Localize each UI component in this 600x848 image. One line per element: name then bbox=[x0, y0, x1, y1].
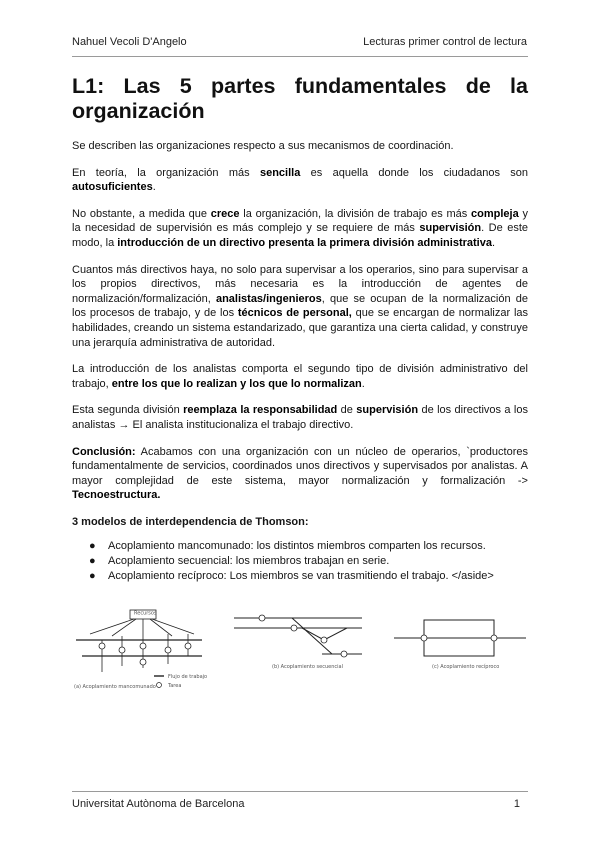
text-run: En teoría, la organización más bbox=[72, 166, 260, 179]
text-run: de bbox=[337, 404, 357, 417]
bullet-icon: ● bbox=[89, 555, 96, 568]
bold-run: reemplaza la responsabilidad bbox=[183, 404, 338, 417]
text-run: . bbox=[361, 377, 365, 390]
footer-institution: Universitat Autònoma de Barcelona bbox=[72, 798, 245, 810]
text-run: de los directivos a los analistas → El analista institucionaliza el trabajo directivo. bbox=[72, 404, 528, 431]
bold-run: supervisión bbox=[356, 404, 419, 417]
list-item-text: Acoplamiento secuencial: los miembros trabajan en serie. bbox=[108, 555, 390, 568]
paragraph-intro: Se describen las organizaciones respecto a sus mecanismos de coordinación. bbox=[72, 140, 454, 152]
list-item-text: Acoplamiento mancomunado: los distintos miembros comparten los recursos. bbox=[108, 540, 486, 553]
paragraph-second-division bbox=[72, 362, 528, 391]
figure-reciprocal-coupling bbox=[390, 606, 530, 696]
bold-run: entre los que lo realizan y los que lo normalizan bbox=[111, 377, 362, 390]
bold-run: introducción de un directivo presenta la primera división administrativa bbox=[117, 236, 492, 249]
bold-run: sencilla bbox=[259, 166, 301, 179]
figure-a-caption: (a) Acoplamiento mancomunado bbox=[74, 684, 156, 690]
text-run: que se encargan de normalizar las habilidades, creando un sistema estandarizado, que garantiza una cierta calidad, y construye una jerarquía administrativa de autoridad. bbox=[72, 307, 528, 349]
footer-divider bbox=[72, 791, 528, 792]
list-item bbox=[89, 554, 528, 569]
text-run: No obstante, a medida que bbox=[72, 207, 211, 220]
page-number: 1 bbox=[513, 798, 520, 810]
text-run: Cuantos más directivos haya, no solo para supervisar a los operarios, sino para supervisar a los propios directivos, más necesaria es la introducción de agentes de normalización/formalización, bbox=[72, 263, 528, 305]
paragraph-simple-org bbox=[72, 166, 528, 195]
bullet-list bbox=[72, 539, 528, 583]
header-author: Nahuel Vecoli D'Angelo bbox=[72, 36, 187, 48]
text-run: la organización, la división de trabajo es más bbox=[239, 207, 472, 220]
document-body bbox=[72, 139, 528, 583]
text-run: . bbox=[152, 181, 156, 194]
text-run: . De este modo, la bbox=[72, 222, 528, 249]
legend-task-label: Tarea bbox=[168, 683, 182, 689]
bold-run: técnicos de personal, bbox=[237, 307, 352, 320]
paragraph-replacement bbox=[72, 403, 528, 432]
text-run: Acabamos con una organización con un núcleo de operarios, `productores fundamentalmente de servicios, coordinados unos directivos y supervisados por analistas. A mayor complejidad de este sistema, mayor normalización y formalización -> bbox=[72, 445, 528, 487]
bullet-icon: ● bbox=[89, 569, 96, 582]
list-item-text: Acoplamiento recíproco: Los miembros se van trasmitiendo el trabajo. </aside> bbox=[108, 569, 494, 582]
text-run: Esta segunda división bbox=[72, 404, 184, 417]
bold-run: crece bbox=[210, 207, 240, 220]
resources-label: Recursos bbox=[134, 610, 157, 617]
text-run: La introducción de los analistas comporta el segundo tipo de división administrativo del trabajo, bbox=[72, 363, 528, 390]
header-divider bbox=[72, 56, 528, 57]
bold-run: autosuficientes bbox=[72, 181, 153, 194]
bold-run: compleja bbox=[471, 207, 519, 220]
figure-sequential-coupling bbox=[232, 606, 372, 696]
text-run: , que se ocupan de la normalización de los procesos de trabajo, y de los bbox=[72, 292, 528, 320]
legend-workflow-label: Flujo de trabajo bbox=[168, 674, 208, 680]
bold-run: supervisión bbox=[419, 222, 482, 235]
text-run: y la necesidad de supervisión es más complejo y se requiere de más bbox=[72, 207, 528, 235]
figure-c-caption: (c) Acoplamiento recíproco bbox=[432, 664, 500, 670]
list-item bbox=[89, 569, 528, 584]
figure-b-caption: (b) Acoplamiento secuencial bbox=[272, 664, 343, 670]
bold-run: Conclusión: bbox=[72, 445, 136, 458]
section-subheading: 3 modelos de interdependencia de Thomson: bbox=[72, 515, 309, 528]
text-run: . bbox=[491, 236, 496, 249]
paragraph-growth bbox=[72, 207, 528, 251]
bullet-icon: ● bbox=[89, 540, 96, 553]
paragraph-conclusion bbox=[72, 445, 528, 503]
figure-pooled-coupling bbox=[72, 606, 212, 696]
header-course: Lecturas primer control de lectura bbox=[363, 36, 527, 48]
bold-run: analistas/ingenieros bbox=[215, 292, 322, 305]
text-run: es aquella donde los ciudadanos son bbox=[300, 166, 528, 179]
interdependence-figures bbox=[72, 606, 528, 696]
list-item bbox=[89, 539, 528, 554]
paragraph-analysts bbox=[72, 263, 528, 351]
page-title: L1: Las 5 partes fundamentales de la organización bbox=[72, 74, 528, 123]
bold-run: Tecnoestructura. bbox=[72, 489, 161, 502]
